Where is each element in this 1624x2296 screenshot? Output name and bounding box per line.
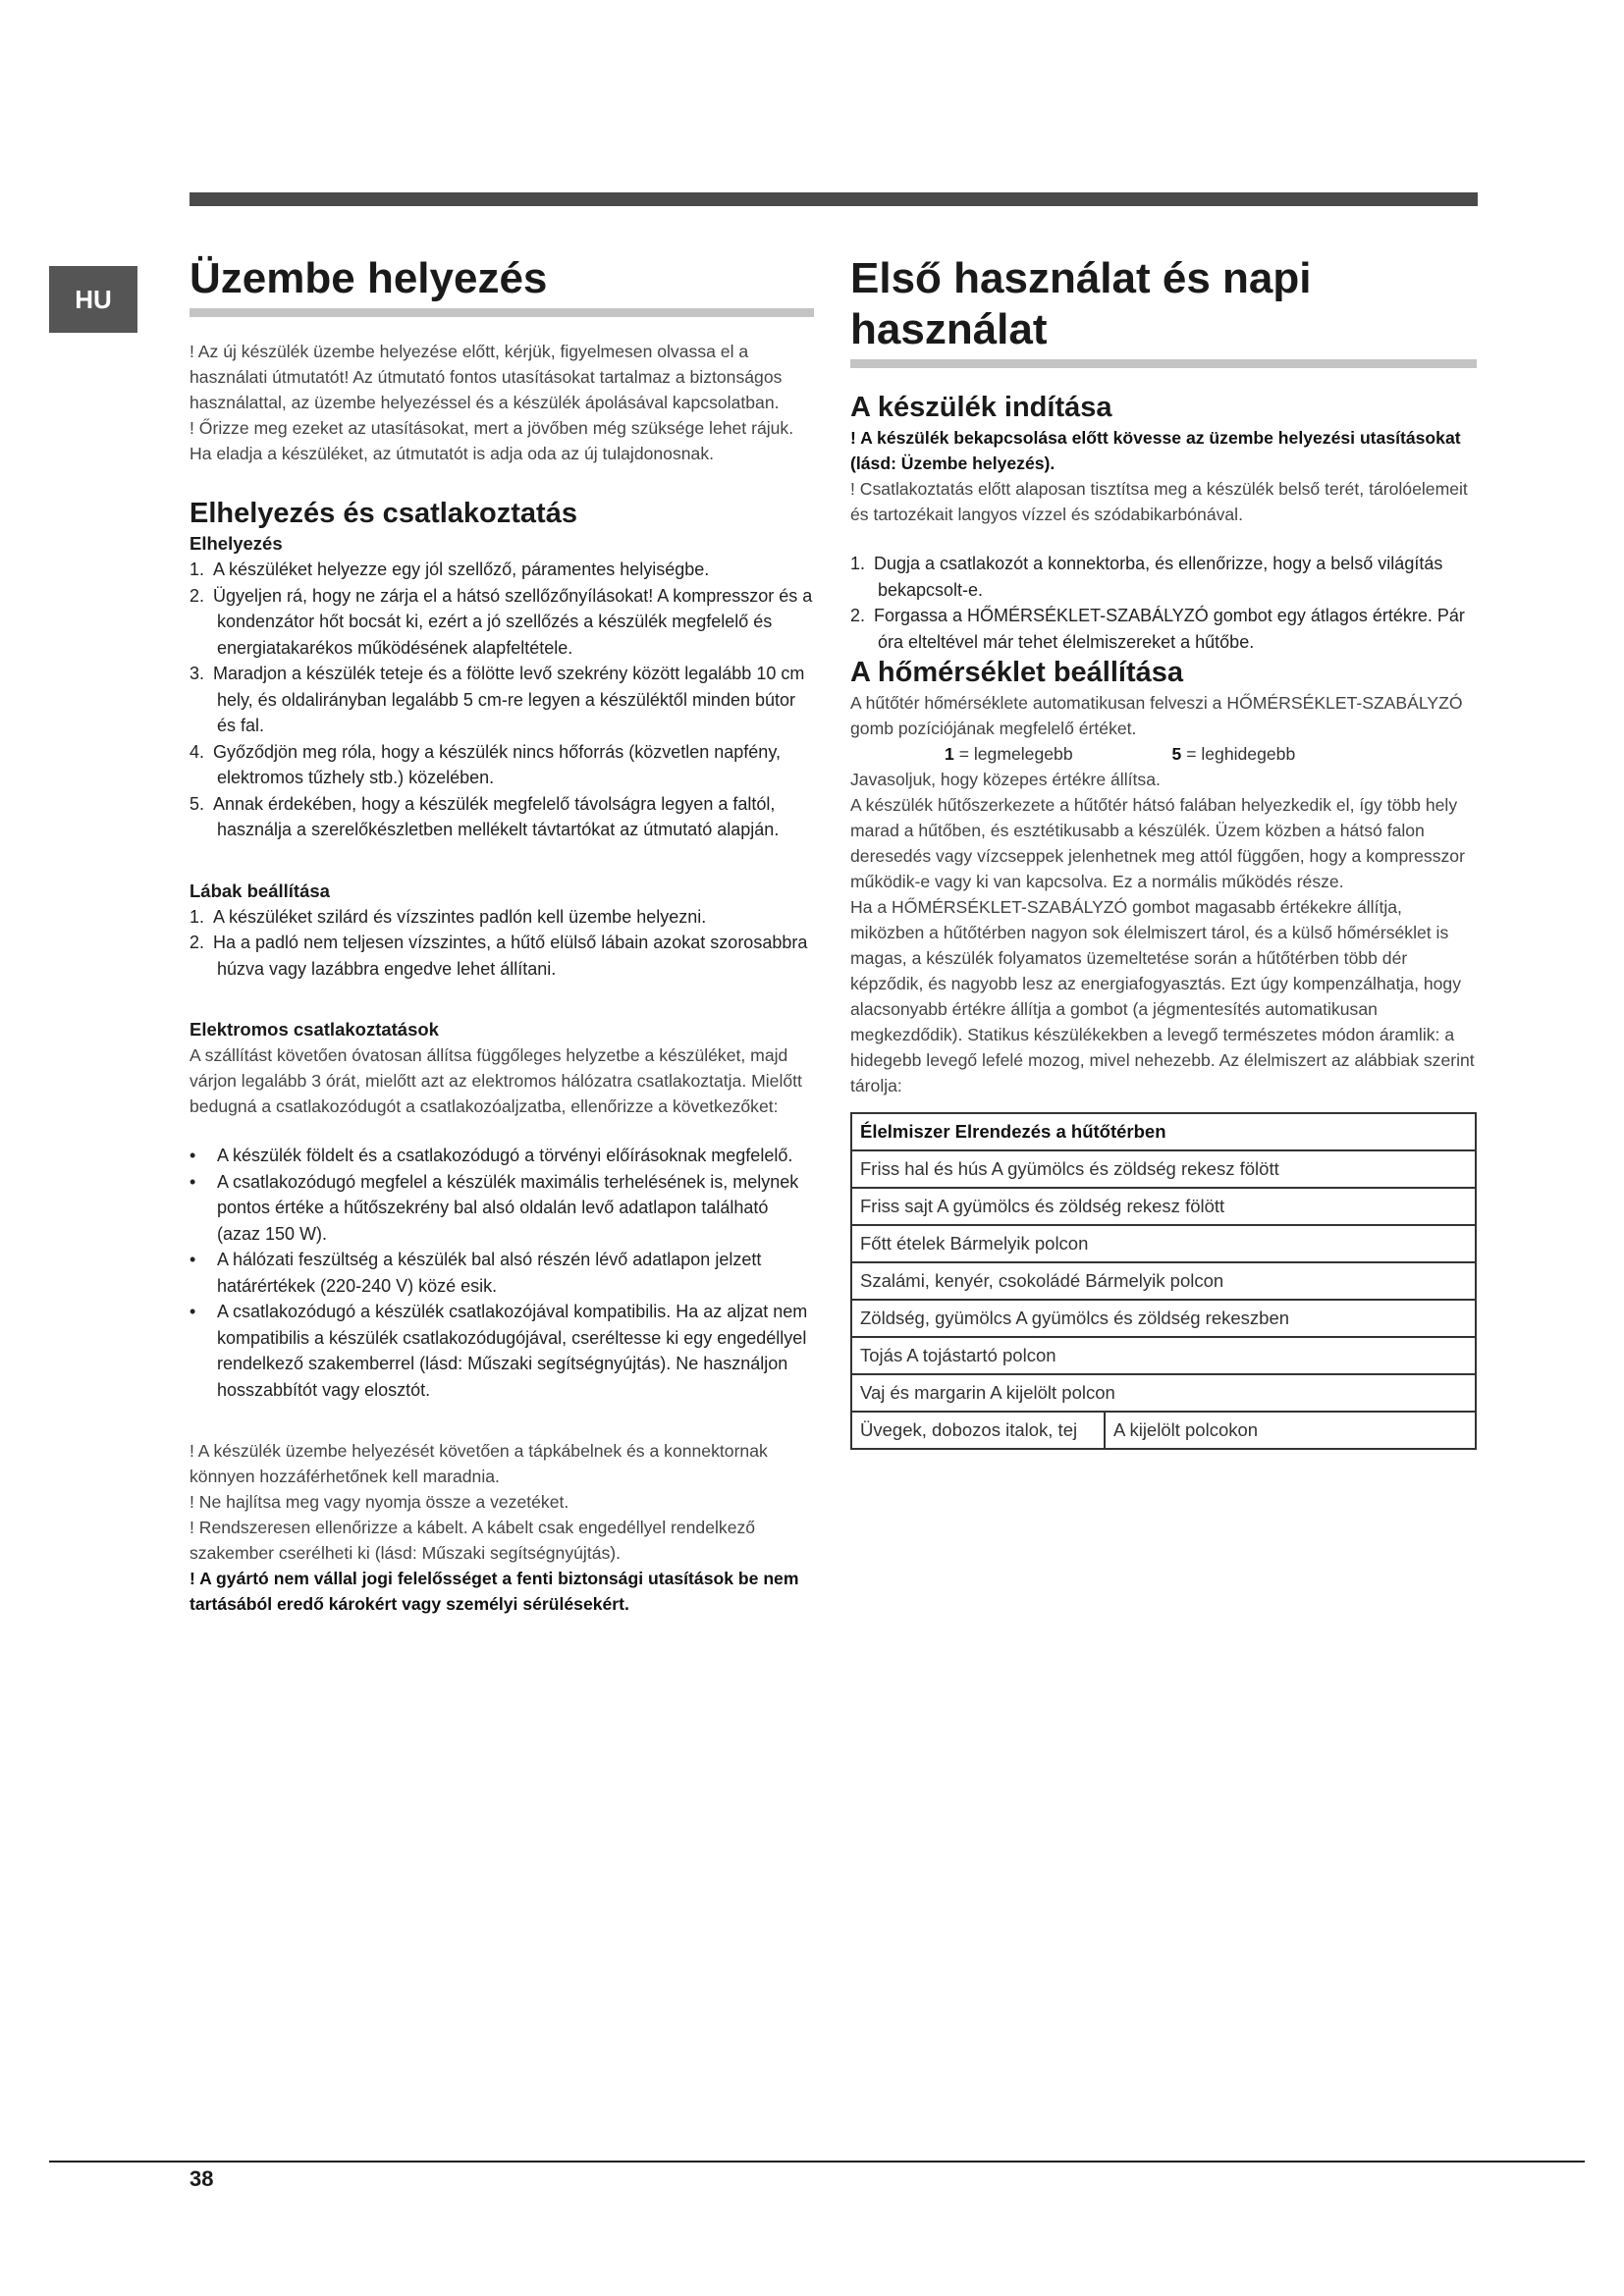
list-item: 1. A készüléket helyezze egy jól szellőző, páramentes helyiségbe. [189, 560, 710, 579]
table-row [851, 1412, 1476, 1449]
temperature-recommendation: Javasoljuk, hogy közepes értékre állítsa. [850, 770, 1161, 789]
temperature-title: A hőmérséklet beállítása [850, 657, 1184, 688]
electrical-checklist [189, 1143, 814, 1403]
scale-min-number: 1 [945, 744, 954, 764]
electrical-intro: A szállítást követően óvatosan állítsa függőleges helyzetbe a készüléket, majd várjon legalább 3 órát, mielőtt azt az elektromos hálózatra csatlakoztatja. Mielőtt bedugná a csatlakozódugót a csatlakozóaljzatba, ellenőrizze a következőket: [189, 1045, 802, 1116]
temperature-paragraph-1: A készülék hűtőszerkezete a hűtőtér hátsó falában helyezkedik el, így több hely marad a hűtőben, és esztétikusabb a készülék. Üzem közben a hátsó falon deresedés vagy vízcseppek jelenhetnek meg attól függően, hogy a kompresszor működik-e vagy ki van kapcsolva. Ez a normális működés része. [850, 795, 1465, 891]
placement-list [189, 557, 814, 843]
list-item: • A csatlakozódugó megfelel a készülék maximális terhelésének is, melynek pontos értéke a hűtőszekrény bal alsó oldalán levő adatlapon található (azaz 150 W). [189, 1169, 814, 1248]
list-item: • A készülék földelt és a csatlakozódugó a törvényi előírásoknak megfelelő. [189, 1143, 814, 1169]
list-item: • A hálózati feszültség a készülék bal alsó részén lévő adatlapon jelzett határértékek (220-240 V) közé esik. [189, 1247, 814, 1299]
startup-list [850, 551, 1477, 655]
footer-rule [49, 2161, 1585, 2163]
list-item: 3. Maradjon a készülék teteje és a fölötte levő szekrény között legalább 10 cm hely, és oldalirányban legalább 5 cm-re legyen a készüléktől minden bútor és fal. [189, 664, 805, 735]
table-row [851, 1262, 1476, 1300]
startup-cleaning: ! Csatlakoztatás előtt alaposan tisztítsa meg a készülék belső terét, tárolóelemeit és tartozékait langyos vízzel és szódabikarbónával. [850, 479, 1468, 524]
temperature-scale [850, 741, 1477, 767]
title-rule [189, 308, 814, 317]
list-item: 4. Győződjön meg róla, hogy a készülék nincs hőforrás (közvetlen napfény, elektromos tűzhely stb.) közelében. [189, 741, 781, 787]
table-row [851, 1337, 1476, 1374]
list-item: 2. Ha a padló nem teljesen vízszintes, a hűtő elülső lábain azokat szorosabbra húzva vagy lazábbra engedve lehet állítani. [189, 933, 808, 979]
temperature-intro: A hűtőtér hőmérséklete automatikusan felveszi a HŐMÉRSÉKLET-SZABÁLYZÓ gomb pozíciójának megfelelő értéket. [850, 693, 1463, 738]
food-storage-table [850, 1112, 1477, 1450]
feet-title: Lábak beállítása [189, 880, 330, 901]
table-cell: Friss sajt A gyümölcs és zöldség rekesz fölött [851, 1188, 1476, 1225]
list-item: 1. A készüléket szilárd és vízszintes padlón kell üzembe helyezni. [189, 906, 707, 927]
title-rule [850, 359, 1477, 368]
startup-warning: ! A készülék bekapcsolása előtt kövesse az üzembe helyezési utasításokat (lásd: Üzembe helyezés). [850, 428, 1461, 473]
installation-title: Üzembe helyezés [189, 254, 548, 302]
first-use-title [850, 253, 1477, 355]
language-tab: HU [49, 266, 137, 333]
first-use-title-line2: használat [850, 305, 1048, 353]
electrical-title: Elektromos csatlakoztatások [189, 1019, 439, 1040]
table-header-row [851, 1113, 1476, 1150]
top-header-bar [189, 192, 1478, 206]
warning-text: ! Rendszeresen ellenőrizze a kábelt. A kábelt csak engedéllyel rendelkező szakember cserélheti ki (lásd: Műszaki segítségnyújtás). [189, 1518, 756, 1563]
list-item: 2. Ügyeljen rá, hogy ne zárja el a hátsó szellőzőnyílásokat! A kompresszor és a kondenzátor hőt bocsát ki, ezért a jó szellőzés a készülék megfelelő és energiatakarékos működésének alapfeltétele. [189, 585, 813, 658]
table-row [851, 1225, 1476, 1262]
table-cell: Friss hal és hús A gyümölcs és zöldség rekesz fölött [851, 1150, 1476, 1188]
warnings-block [189, 1438, 814, 1617]
table-cell: Főtt ételek Bármelyik polcon [851, 1225, 1476, 1262]
scale-min-label: = legmelegebb [958, 744, 1073, 764]
intro-paragraph-2: ! Őrizze meg ezeket az utasításokat, mert a jövőben még szüksége lehet rájuk. [189, 418, 794, 438]
table-cell-food: Üvegek, dobozos italok, tej [851, 1412, 1105, 1449]
startup-title: A készülék indítása [850, 392, 1112, 423]
feet-list [189, 904, 814, 983]
left-column [189, 253, 814, 1617]
placement-subtitle: Elhelyezés [189, 533, 283, 554]
table-cell: Szalámi, kenyér, csokoládé Bármelyik polcon [851, 1262, 1476, 1300]
list-item: 1. Dugja a csatlakozót a konnektorba, és ellenőrizze, hogy a belső világítás bekapcsolt-e. [850, 554, 1443, 600]
intro-paragraph-3: Ha eladja a készüléket, az útmutatót is adja oda az új tulajdonosnak. [189, 444, 715, 463]
table-row [851, 1300, 1476, 1337]
intro-paragraph-1: ! Az új készülék üzembe helyezése előtt, kérjük, figyelmesen olvassa el a használati útmutatót! Az útmutató fontos utasításokat tartalmaz a biztonságos használattal, az üzembe helyezéssel és a készülék ápolásával kapcsolatban. [189, 342, 783, 412]
warning-text: ! A készülék üzembe helyezését követően a tápkábelnek és a konnektornak könnyen hozzáférhetőnek kell maradnia. [189, 1441, 768, 1486]
table-cell: Vaj és margarin A kijelölt polcon [851, 1374, 1476, 1412]
list-item: 2. Forgassa a HŐMÉRSÉKLET-SZABÁLYZÓ gombot egy átlagos értékre. Pár óra elteltével már tehet élelmiszereket a hűtőbe. [850, 606, 1465, 652]
table-header-cell: Élelmiszer Elrendezés a hűtőtérben [851, 1113, 1476, 1150]
scale-max-label: = leghidegebb [1186, 744, 1296, 764]
table-cell: Tojás A tojástartó polcon [851, 1337, 1476, 1374]
right-column [850, 253, 1477, 1450]
placement-title: Elhelyezés és csatlakoztatás [189, 498, 577, 529]
scale-max-number: 5 [1171, 744, 1182, 764]
table-row [851, 1150, 1476, 1188]
liability-warning: ! A gyártó nem vállal jogi felelősséget a fenti biztonsági utasítások be nem tartásából eredő károkért vagy személyi sérülésekért. [189, 1569, 799, 1614]
table-row [851, 1374, 1476, 1412]
warning-text: ! Ne hajlítsa meg vagy nyomja össze a vezetéket. [189, 1492, 569, 1512]
temperature-paragraph-2: Ha a HŐMÉRSÉKLET-SZABÁLYZÓ gombot magasabb értékekre állítja, miközben a hűtőtérben nagyon sok élelmiszert tárol, és a külső hőmérséklet is magas, a készülék folyamatos üzemeltetése során a hűtőtérben több dér képződik, és nagyobb lesz az energiafogyasztás. Ezt úgy kompenzálhatja, hogy alacsonyabb értékre állítja a gombot (a jégmentesítés automatikusan megkezdődik). Statikus készülékekben a levegő természetes módon áramlik: a hidegebb levegő lefelé mozog, mivel nehezebb. Az élelmiszert az alábbiak szerint tárolja: [850, 897, 1475, 1095]
list-item: • A csatlakozódugó a készülék csatlakozójával kompatibilis. Ha az aljzat nem kompatibilis a készülék csatlakozódugójával, cseréltesse ki egy engedéllyel rendelkező szakemberrel (lásd: Műszaki segítségnyújtás). Ne használjon hosszabbítót vagy elosztót. [189, 1299, 814, 1403]
table-row [851, 1188, 1476, 1225]
page-number: 38 [189, 2166, 214, 2191]
table-cell: Zöldség, gyümölcs A gyümölcs és zöldség rekeszben [851, 1300, 1476, 1337]
list-item: 5. Annak érdekében, hogy a készülék megfelelő távolságra legyen a faltól, használja a szerelőkészletben mellékelt távtartókat az útmutató alapján. [189, 793, 780, 839]
table-cell-place: A kijelölt polcokon [1105, 1412, 1476, 1449]
first-use-title-line1: Első használat és napi [850, 254, 1312, 302]
